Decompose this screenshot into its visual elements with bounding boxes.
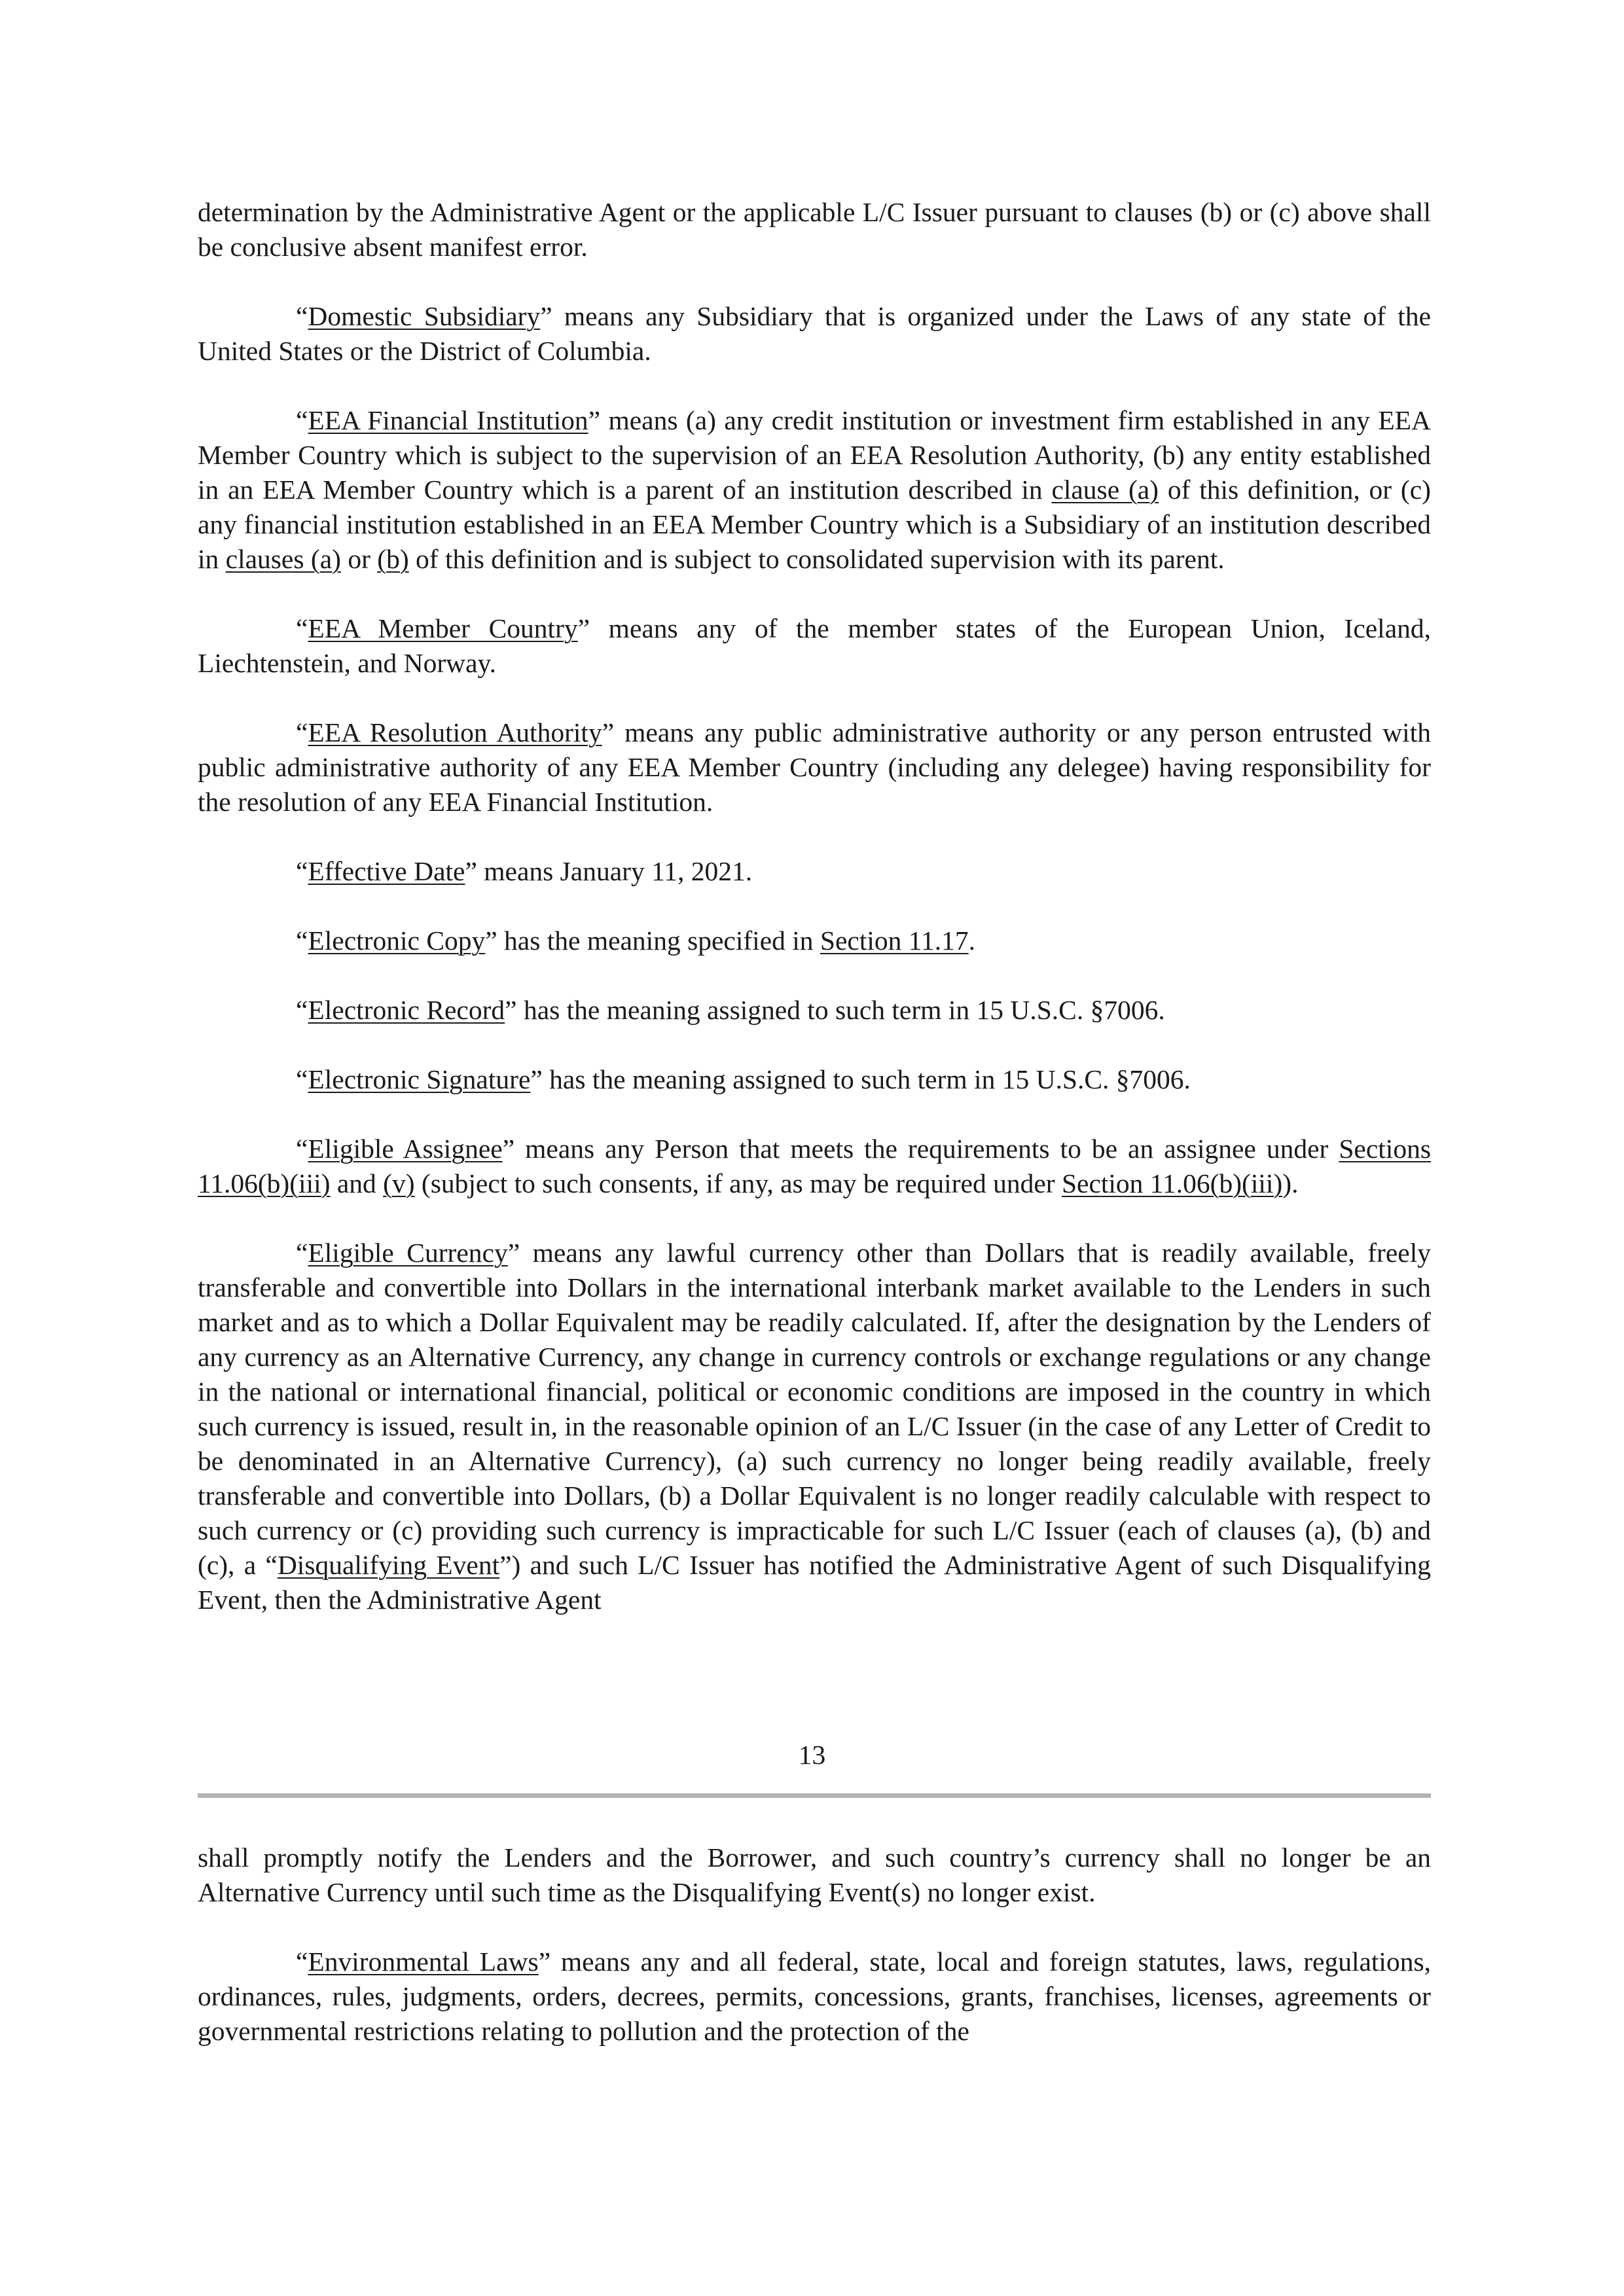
cross-reference: Section 11.17: [820, 925, 969, 956]
document-page-13: [198, 195, 1431, 1652]
page-number: 13: [798, 1740, 826, 1770]
defined-term: EEA Member Country: [308, 613, 578, 643]
defined-term: Environmental Laws: [308, 1946, 539, 1977]
defined-term: Electronic Record: [308, 995, 505, 1025]
definition-eea-member-country: “EEA Member Country” means any of the member states of the European Union, Iceland, Liechtenstein, and Norway.: [198, 613, 1432, 678]
cross-reference: clause (a): [1051, 475, 1159, 505]
definition-eligible-assignee: “Eligible Assignee” means any Person that meets the requirements to be an assignee under Sections 11.06(b)(iii) and (v) (subject to such consents, if any, as may be required under Section 11.06(b)(iii)).: [198, 1134, 1431, 1198]
cross-reference: Sections 11.06(b)(iii): [198, 1134, 1431, 1198]
defined-term: Eligible Currency: [308, 1238, 508, 1268]
paragraph-continuation: shall promptly notify the Lenders and the Borrower, and such country’s currency shall no longer be an Alternative Currency until such time as the Disqualifying Event(s) no longer exist.: [198, 1842, 1431, 1907]
defined-term: Domestic Subsidiary: [308, 301, 541, 331]
cross-reference: (b): [377, 544, 409, 574]
defined-term: Eligible Assignee: [308, 1134, 503, 1164]
defined-term: Disqualifying Event: [277, 1550, 500, 1580]
definition-environmental-laws: “Environmental Laws” means any and all federal, state, local and foreign statutes, laws, regulations, ordinances, rules, judgments, orders, decrees, permits, concessions, grants, franchises, licenses, agreements or governmental restrictions relating to pollution and the protection of the: [198, 1946, 1431, 2046]
cross-reference: clauses (a): [225, 544, 341, 574]
document-page-14: [198, 1840, 1431, 2083]
definition-eea-resolution-authority: “EEA Resolution Authority” means any public administrative authority or any person entrusted with public administrative authority of any EEA Member Country (including any delegee) having responsibility for the resolution of any EEA Financial Institution.: [198, 717, 1431, 817]
definition-effective-date: “Effective Date” means January 11, 2021.: [296, 856, 753, 886]
defined-term: EEA Financial Institution: [308, 405, 588, 435]
defined-term: EEA Resolution Authority: [308, 717, 602, 747]
definition-eligible-currency: “Eligible Currency” means any lawful currency other than Dollars that is readily available, freely transferable and convertible into Dollars in the international interbank market available to the Lenders in such market and as to which a Dollar Equivalent may be readily calculated. If, after the designation by the Lenders of any currency as an Alternative Currency, any change in currency controls or exchange regulations or any change in the national or international financial, political or economic conditions are imposed in the country in which such currency is issued, result in, in the reasonable opinion of an L/C Issuer (in the case of any Letter of Credit to be denominated in an Alternative Currency), (a) such currency no longer being readily available, freely transferable and convertible into Dollars, (b) a Dollar Equivalent is no longer readily calculable with respect to such currency or (c) providing such currency is impracticable for such L/C Issuer (each of clauses (a), (b) and (c), a “Disqualifying Event”) and such L/C Issuer has notified the Administrative Agent of such Disqualifying Event, then the Administrative Agent: [198, 1238, 1432, 1615]
paragraph-continuation: determination by the Administrative Agent or the applicable L/C Issuer pursuant to clauses (b) or (c) above shall be conclusive absent manifest error.: [198, 197, 1431, 262]
definition-electronic-copy: “Electronic Copy” has the meaning specified in Section 11.17.: [296, 925, 975, 956]
cross-reference: Section 11.06(b)(iii): [1061, 1168, 1283, 1198]
definition-electronic-signature: “Electronic Signature” has the meaning assigned to such term in 15 U.S.C. §7006.: [296, 1064, 1191, 1094]
page-divider: [198, 1793, 1431, 1798]
cross-reference: (v): [383, 1168, 415, 1198]
defined-term: Electronic Copy: [308, 925, 486, 956]
defined-term: Effective Date: [308, 856, 465, 886]
definition-domestic-subsidiary: “Domestic Subsidiary” means any Subsidiary that is organized under the Laws of any state of the United States or the District of Columbia.: [198, 301, 1431, 366]
defined-term: Electronic Signature: [308, 1064, 531, 1094]
definition-electronic-record: “Electronic Record” has the meaning assigned to such term in 15 U.S.C. §7006.: [296, 995, 1165, 1025]
definition-eea-financial-institution: “EEA Financial Institution” means (a) any credit institution or investment firm established in any EEA Member Country which is subject to the supervision of an EEA Resolution Authority, (b) any entity established in an EEA Member Country which is a parent of an institution described in clause (a) of this definition, or (c) any financial institution established in an EEA Member Country which is a Subsidiary of an institution described in clauses (a) or (b) of this definition and is subject to consolidated supervision with its parent.: [198, 405, 1431, 574]
